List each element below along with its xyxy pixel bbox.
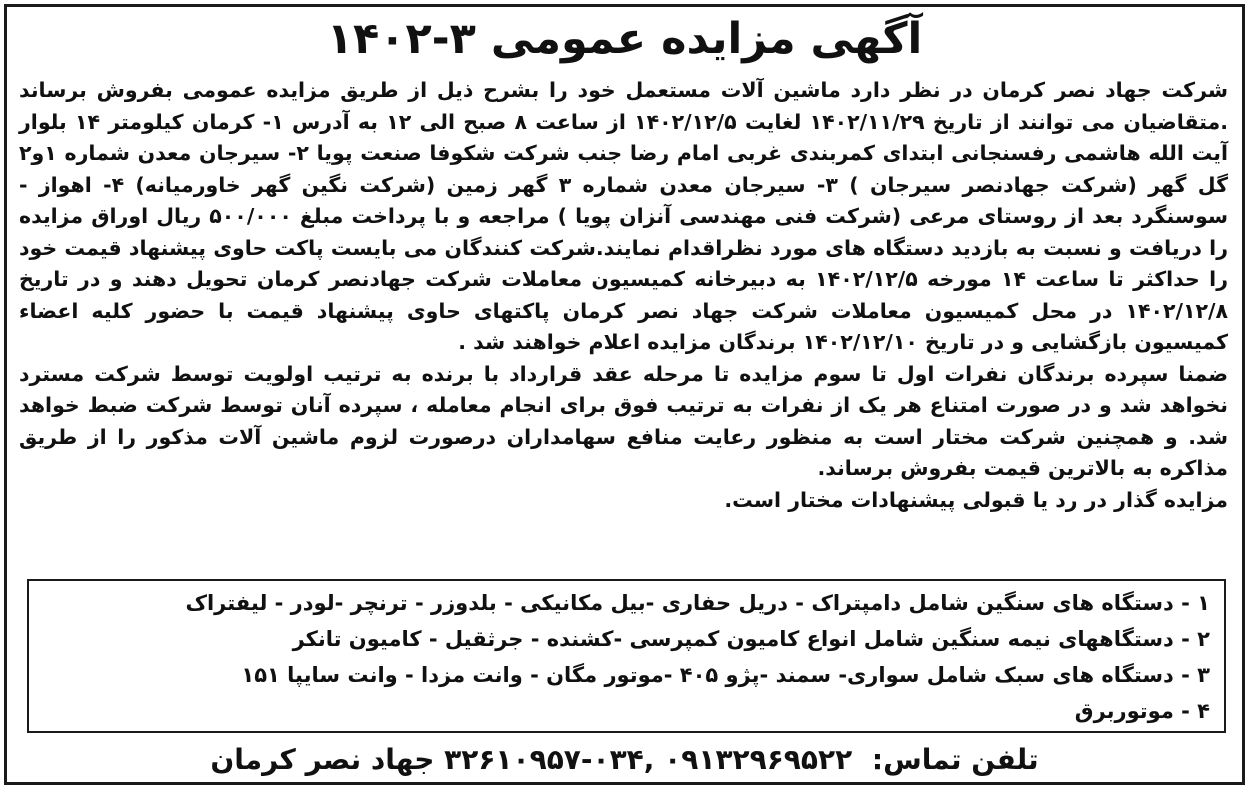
equipment-list-box <box>27 579 1226 733</box>
contact-line <box>7 741 1242 779</box>
equipment-item-generator: ۴ - موتوربرق <box>1074 699 1210 723</box>
contact-numbers: ۰۹۱۳۲۹۶۹۵۲۲ ,۰۳۴-۳۲۶۱۰۹۵۷ <box>444 743 853 776</box>
equipment-item-semi-heavy: ۲ - دستگاههای نیمه سنگین شامل انواع کامیون کمپرسی -کشنده - جرثقیل - کامیون تانکر <box>292 627 1210 651</box>
contact-label: تلفن تماس: <box>871 743 1039 776</box>
equipment-item-light: ۳ - دستگاه های سبک شامل سواری- سمند -پژو ۴۰۵ -موتور مگان - وانت مزدا - وانت سایپا ۱۵۱ <box>241 663 1210 687</box>
equipment-item-heavy: ۱ - دستگاه های سنگین شامل دامپتراک - دریل حفاری -بیل مکانیکی - بلدوزر - ترنچر -لودر - لیفتراک <box>185 591 1210 615</box>
auction-notice <box>4 4 1245 785</box>
notice-body <box>19 75 1228 516</box>
contact-company: جهاد نصر کرمان <box>210 743 435 776</box>
body-paragraph-2: ضمنا سپرده برندگان نفرات اول تا سوم مزایده تا مرحله عقد قرارداد با برنده به ترتیب اولویت توسط شرکت مسترد نخواهد شد و در صورت امتناع هر یک از نفرات به ترتیب فوق برای انجام معامله ، سپرده آنان توسط شرکت ضبط خواهد شد. و همچنین شرکت مختار است به منظور رعایت منافع سهامداران درصورت لزوم ماشین آلات مذکور را از طریق مذاکره به بالاترین قیمت بفروش برساند. <box>19 361 1228 480</box>
body-paragraph-3: مزایده گذار در رد یا قبولی پیشنهادات مختار است. <box>724 487 1228 512</box>
notice-title: آگهی مزایده عمومی ۳-۱۴۰۲ <box>326 14 923 64</box>
body-paragraph-1: شرکت جهاد نصر کرمان در نظر دارد ماشین آلات مستعمل خود را بشرح ذیل از طریق مزایده عمومی بفروش برساند .متقاضیان می توانند از تاریخ ۱۴۰۲/۱۱/۲۹ لغایت ۱۴۰۲/۱۲/۵ از ساعت ۸ صبح الی ۱۲ به آدرس ۱- کرمان کیلومتر ۱۴ بلوار آیت الله هاشمی رفسنجانی ابتدای کمربندی غربی امام رضا جنب شرکت شکوفا صنعت پویا ۲- سیرجان معدن شماره ۱و۲ گل گهر (شرکت جهادنصر سیرجان ) ۳- سیرجان معدن شماره ۳ گهر زمین (شرکت نگین گهر خاورمیانه) ۴- اهواز - سوسنگرد بعد از روستای مرعی (شرکت فنی مهندسی آنزان پویا ) مراجعه و با پرداخت مبلغ ۵۰۰/۰۰۰ ریال اوراق مزایده را دریافت و نسبت به بازدید دستگاه های مورد نظراقدام نمایند.شرکت کنندگان می بایست پاکت حاوی پیشنهاد قیمت خود را حداکثر تا ساعت ۱۴ مورخه ۱۴۰۲/۱۲/۵ به دبیرخانه کمیسیون معاملات شرکت جهادنصر کرمان تحویل دهند و در تاریخ ۱۴۰۲/۱۲/۸ در محل کمیسیون معاملات شرکت جهاد نصر کرمان پاکتهای حاوی پیشنهاد قیمت با حضور کلیه اعضاء کمیسیون بازگشایی و در تاریخ ۱۴۰۲/۱۲/۱۰ برندگان مزایده اعلام خواهند شد . <box>19 78 1228 354</box>
